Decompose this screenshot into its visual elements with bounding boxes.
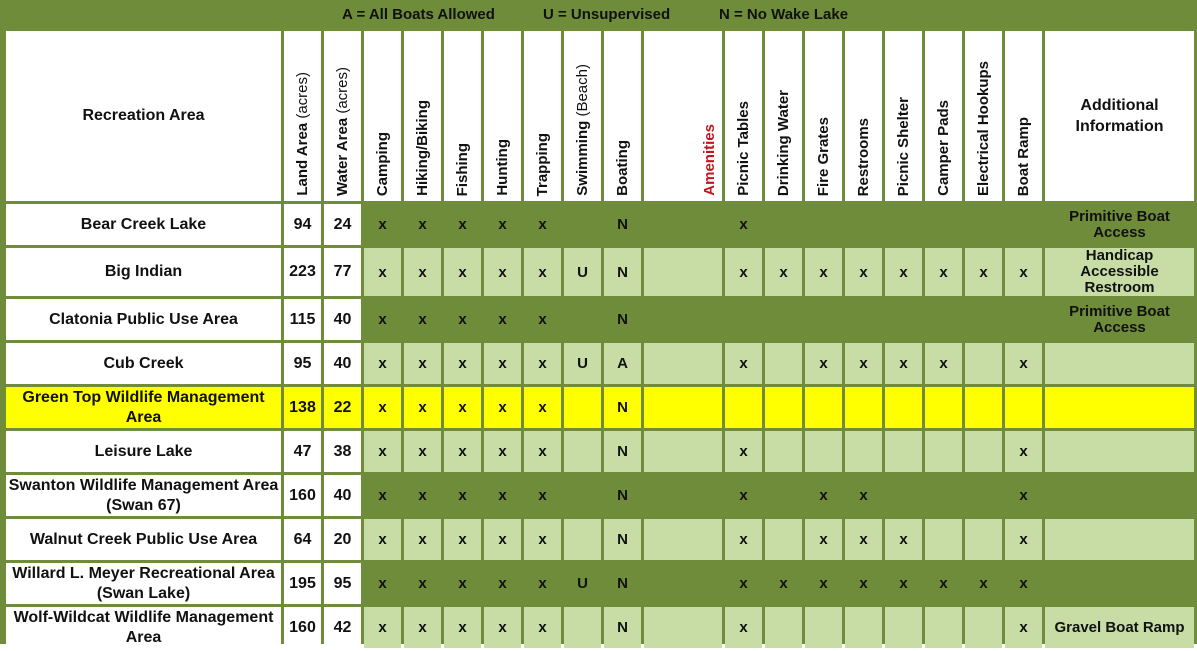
cell-camping: x: [364, 299, 401, 340]
cell-fire-grates: [805, 387, 842, 428]
header-camper-pads: Camper Pads: [925, 31, 962, 201]
cell-land-area: 95: [284, 343, 321, 384]
cell-camper-pads: [925, 431, 962, 472]
table-row: [6, 204, 1194, 245]
cell-amenities: [644, 431, 722, 472]
header-amenities: Amenities: [644, 31, 722, 201]
cell-amenities: [644, 299, 722, 340]
cell-boating: N: [604, 299, 641, 340]
cell-restrooms: x: [845, 519, 882, 560]
cell-picnic-tables: x: [725, 248, 762, 296]
cell-boating: A: [604, 343, 641, 384]
cell-boat-ramp: [1005, 387, 1042, 428]
cell-additional-info: [1045, 519, 1194, 560]
legend-unsupervised: U = Unsupervised: [543, 6, 671, 23]
cell-picnic-shelter: x: [885, 563, 922, 604]
header-row: [6, 31, 1194, 201]
cell-drinking-water: x: [765, 248, 802, 296]
cell-area-name: Clatonia Public Use Area: [6, 299, 281, 340]
cell-hunting: x: [484, 299, 521, 340]
cell-picnic-shelter: [885, 475, 922, 516]
header-boating: Boating: [604, 31, 641, 201]
cell-camping: x: [364, 475, 401, 516]
cell-boat-ramp: [1005, 299, 1042, 340]
table-row: [6, 387, 1194, 428]
cell-water-area: 38: [324, 431, 361, 472]
cell-amenities: [644, 475, 722, 516]
cell-drinking-water: [765, 607, 802, 648]
cell-additional-info: [1045, 475, 1194, 516]
cell-boat-ramp: x: [1005, 431, 1042, 472]
cell-land-area: 115: [284, 299, 321, 340]
cell-camping: x: [364, 519, 401, 560]
cell-swimming: U: [564, 563, 601, 604]
cell-land-area: 47: [284, 431, 321, 472]
cell-picnic-tables: x: [725, 519, 762, 560]
cell-picnic-shelter: x: [885, 248, 922, 296]
cell-picnic-shelter: [885, 204, 922, 245]
cell-hiking-biking: x: [404, 204, 441, 245]
cell-restrooms: [845, 387, 882, 428]
cell-swimming: [564, 607, 601, 648]
cell-boating: N: [604, 248, 641, 296]
cell-amenities: [644, 248, 722, 296]
cell-picnic-shelter: x: [885, 519, 922, 560]
cell-water-area: 22: [324, 387, 361, 428]
cell-hiking-biking: x: [404, 519, 441, 560]
cell-land-area: 160: [284, 607, 321, 648]
cell-fire-grates: x: [805, 248, 842, 296]
cell-electrical-hookups: [965, 204, 1002, 245]
cell-fishing: x: [444, 607, 481, 648]
header-electrical-hookups: Electrical Hookups: [965, 31, 1002, 201]
cell-boating: N: [604, 519, 641, 560]
cell-camper-pads: x: [925, 343, 962, 384]
cell-land-area: 64: [284, 519, 321, 560]
cell-water-area: 40: [324, 299, 361, 340]
cell-amenities: [644, 607, 722, 648]
cell-camper-pads: x: [925, 248, 962, 296]
cell-area-name: Willard L. Meyer Recreational Area (Swan Lake): [6, 563, 281, 604]
cell-hiking-biking: x: [404, 387, 441, 428]
table-row: [6, 248, 1194, 296]
cell-trapping: x: [524, 248, 561, 296]
cell-boating: N: [604, 607, 641, 648]
cell-electrical-hookups: [965, 519, 1002, 560]
cell-picnic-shelter: [885, 607, 922, 648]
cell-restrooms: x: [845, 248, 882, 296]
cell-fire-grates: [805, 431, 842, 472]
header-restrooms: Restrooms: [845, 31, 882, 201]
cell-restrooms: x: [845, 343, 882, 384]
cell-hunting: x: [484, 563, 521, 604]
cell-hunting: x: [484, 475, 521, 516]
table-row: [6, 299, 1194, 340]
legend-bar: [0, 0, 1197, 28]
cell-camper-pads: [925, 387, 962, 428]
table-row: [6, 343, 1194, 384]
cell-fishing: x: [444, 475, 481, 516]
cell-fishing: x: [444, 519, 481, 560]
header-water-area: Water Area (acres): [324, 31, 361, 201]
cell-swimming: [564, 475, 601, 516]
header-additional-information: Additional Information: [1045, 31, 1194, 201]
cell-fishing: x: [444, 387, 481, 428]
cell-camping: x: [364, 431, 401, 472]
cell-drinking-water: [765, 204, 802, 245]
cell-hiking-biking: x: [404, 343, 441, 384]
cell-additional-info: [1045, 431, 1194, 472]
cell-fire-grates: [805, 299, 842, 340]
cell-picnic-tables: x: [725, 343, 762, 384]
cell-drinking-water: [765, 299, 802, 340]
cell-boat-ramp: x: [1005, 248, 1042, 296]
header-camping: Camping: [364, 31, 401, 201]
table-body: [6, 204, 1194, 648]
cell-boating: N: [604, 475, 641, 516]
cell-trapping: x: [524, 431, 561, 472]
cell-water-area: 40: [324, 475, 361, 516]
cell-restrooms: x: [845, 563, 882, 604]
cell-amenities: [644, 343, 722, 384]
cell-fishing: x: [444, 248, 481, 296]
cell-area-name: Wolf-Wildcat Wildlife Management Area: [6, 607, 281, 648]
cell-land-area: 195: [284, 563, 321, 604]
cell-restrooms: [845, 204, 882, 245]
cell-boat-ramp: x: [1005, 607, 1042, 648]
cell-fire-grates: x: [805, 519, 842, 560]
cell-fishing: x: [444, 343, 481, 384]
table-row: [6, 607, 1194, 648]
cell-hunting: x: [484, 431, 521, 472]
cell-fire-grates: x: [805, 343, 842, 384]
cell-swimming: U: [564, 248, 601, 296]
cell-trapping: x: [524, 519, 561, 560]
cell-boat-ramp: x: [1005, 343, 1042, 384]
cell-trapping: x: [524, 475, 561, 516]
cell-amenities: [644, 519, 722, 560]
cell-trapping: x: [524, 563, 561, 604]
header-picnic-shelter: Picnic Shelter: [885, 31, 922, 201]
cell-area-name: Leisure Lake: [6, 431, 281, 472]
table-row: [6, 475, 1194, 516]
cell-water-area: 24: [324, 204, 361, 245]
cell-amenities: [644, 204, 722, 245]
cell-fire-grates: x: [805, 563, 842, 604]
cell-fire-grates: [805, 204, 842, 245]
cell-trapping: x: [524, 204, 561, 245]
header-drinking-water: Drinking Water: [765, 31, 802, 201]
cell-picnic-tables: x: [725, 563, 762, 604]
cell-additional-info: [1045, 343, 1194, 384]
cell-area-name: Green Top Wildlife Management Area: [6, 387, 281, 428]
table-row: [6, 431, 1194, 472]
header-boat-ramp: Boat Ramp: [1005, 31, 1042, 201]
cell-electrical-hookups: [965, 343, 1002, 384]
cell-amenities: [644, 563, 722, 604]
cell-trapping: x: [524, 299, 561, 340]
cell-area-name: Cub Creek: [6, 343, 281, 384]
cell-hiking-biking: x: [404, 431, 441, 472]
cell-hunting: x: [484, 204, 521, 245]
cell-boating: N: [604, 204, 641, 245]
cell-drinking-water: [765, 431, 802, 472]
cell-picnic-tables: [725, 299, 762, 340]
table-row: [6, 519, 1194, 560]
cell-electrical-hookups: x: [965, 563, 1002, 604]
cell-electrical-hookups: [965, 299, 1002, 340]
cell-picnic-tables: x: [725, 475, 762, 516]
cell-hunting: x: [484, 387, 521, 428]
cell-picnic-tables: x: [725, 431, 762, 472]
cell-area-name: Bear Creek Lake: [6, 204, 281, 245]
cell-land-area: 223: [284, 248, 321, 296]
cell-land-area: 138: [284, 387, 321, 428]
header-trapping: Trapping: [524, 31, 561, 201]
cell-area-name: Big Indian: [6, 248, 281, 296]
cell-boat-ramp: x: [1005, 519, 1042, 560]
cell-water-area: 40: [324, 343, 361, 384]
cell-fishing: x: [444, 431, 481, 472]
cell-electrical-hookups: [965, 431, 1002, 472]
cell-camper-pads: x: [925, 563, 962, 604]
cell-drinking-water: [765, 475, 802, 516]
cell-camping: x: [364, 248, 401, 296]
cell-restrooms: x: [845, 475, 882, 516]
header-fire-grates: Fire Grates: [805, 31, 842, 201]
cell-picnic-shelter: x: [885, 343, 922, 384]
cell-boat-ramp: [1005, 204, 1042, 245]
cell-hiking-biking: x: [404, 563, 441, 604]
cell-hunting: x: [484, 519, 521, 560]
header-fishing: Fishing: [444, 31, 481, 201]
cell-boat-ramp: x: [1005, 563, 1042, 604]
cell-area-name: Walnut Creek Public Use Area: [6, 519, 281, 560]
cell-camping: x: [364, 343, 401, 384]
cell-restrooms: [845, 607, 882, 648]
cell-fishing: x: [444, 204, 481, 245]
header-land-area: Land Area (acres): [284, 31, 321, 201]
cell-fishing: x: [444, 563, 481, 604]
cell-additional-info: Primitive Boat Access: [1045, 204, 1194, 245]
cell-camper-pads: [925, 519, 962, 560]
header-hunting: Hunting: [484, 31, 521, 201]
cell-land-area: 94: [284, 204, 321, 245]
cell-picnic-tables: x: [725, 204, 762, 245]
cell-drinking-water: x: [765, 563, 802, 604]
cell-camper-pads: [925, 607, 962, 648]
cell-camping: x: [364, 204, 401, 245]
cell-electrical-hookups: [965, 607, 1002, 648]
legend-all-boats: A = All Boats Allowed: [342, 6, 495, 23]
cell-trapping: x: [524, 343, 561, 384]
cell-camping: x: [364, 563, 401, 604]
cell-swimming: [564, 519, 601, 560]
cell-electrical-hookups: [965, 387, 1002, 428]
cell-camper-pads: [925, 204, 962, 245]
cell-trapping: x: [524, 387, 561, 428]
cell-additional-info: [1045, 563, 1194, 604]
cell-boating: N: [604, 563, 641, 604]
cell-hunting: x: [484, 343, 521, 384]
cell-drinking-water: [765, 387, 802, 428]
header-picnic-tables: Picnic Tables: [725, 31, 762, 201]
cell-hiking-biking: x: [404, 248, 441, 296]
cell-swimming: [564, 431, 601, 472]
cell-water-area: 42: [324, 607, 361, 648]
cell-hiking-biking: x: [404, 475, 441, 516]
cell-electrical-hookups: x: [965, 248, 1002, 296]
cell-restrooms: [845, 431, 882, 472]
cell-drinking-water: [765, 343, 802, 384]
cell-additional-info: Gravel Boat Ramp: [1045, 607, 1194, 648]
cell-area-name: Swanton Wildlife Management Area (Swan 67): [6, 475, 281, 516]
cell-boat-ramp: x: [1005, 475, 1042, 516]
cell-swimming: [564, 204, 601, 245]
table-row: [6, 563, 1194, 604]
cell-picnic-shelter: [885, 299, 922, 340]
cell-hiking-biking: x: [404, 299, 441, 340]
cell-drinking-water: [765, 519, 802, 560]
cell-camper-pads: [925, 299, 962, 340]
cell-additional-info: Handicap Accessible Restroom: [1045, 248, 1194, 296]
cell-restrooms: [845, 299, 882, 340]
cell-camping: x: [364, 607, 401, 648]
cell-additional-info: Primitive Boat Access: [1045, 299, 1194, 340]
cell-swimming: U: [564, 343, 601, 384]
cell-camping: x: [364, 387, 401, 428]
data-grid: [3, 28, 1197, 651]
cell-camper-pads: [925, 475, 962, 516]
cell-trapping: x: [524, 607, 561, 648]
cell-fire-grates: [805, 607, 842, 648]
header-swimming: Swimming (Beach): [564, 31, 601, 201]
cell-fire-grates: x: [805, 475, 842, 516]
cell-water-area: 20: [324, 519, 361, 560]
cell-additional-info: [1045, 387, 1194, 428]
cell-swimming: [564, 299, 601, 340]
cell-picnic-tables: x: [725, 607, 762, 648]
cell-picnic-shelter: [885, 387, 922, 428]
cell-electrical-hookups: [965, 475, 1002, 516]
cell-water-area: 95: [324, 563, 361, 604]
cell-hunting: x: [484, 248, 521, 296]
cell-boating: N: [604, 431, 641, 472]
cell-water-area: 77: [324, 248, 361, 296]
cell-boating: N: [604, 387, 641, 428]
header-hiking-biking: Hiking/Biking: [404, 31, 441, 201]
header-recreation-area: Recreation Area: [6, 31, 281, 201]
cell-swimming: [564, 387, 601, 428]
cell-amenities: [644, 387, 722, 428]
cell-hiking-biking: x: [404, 607, 441, 648]
cell-picnic-shelter: [885, 431, 922, 472]
cell-hunting: x: [484, 607, 521, 648]
cell-picnic-tables: [725, 387, 762, 428]
cell-land-area: 160: [284, 475, 321, 516]
legend-no-wake: N = No Wake Lake: [719, 6, 849, 23]
cell-fishing: x: [444, 299, 481, 340]
